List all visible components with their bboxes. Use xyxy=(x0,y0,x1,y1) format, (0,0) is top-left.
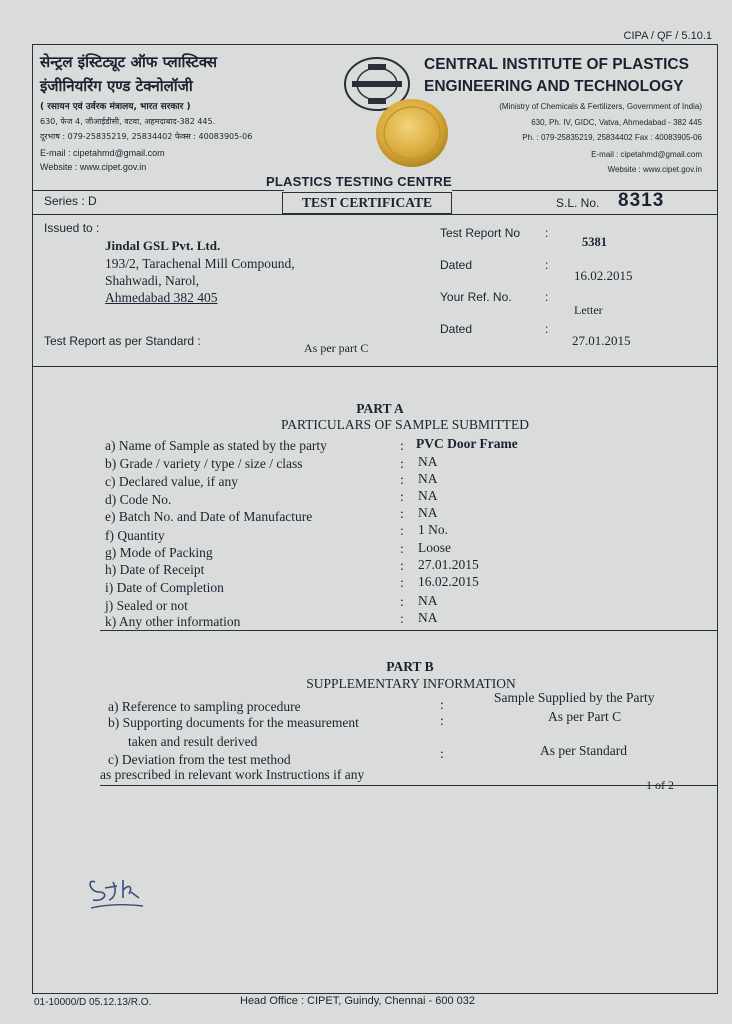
part-b-colon: : xyxy=(440,746,444,761)
your-ref-value: Letter xyxy=(574,303,603,317)
sl-number: 8313 xyxy=(618,190,665,211)
part-b-item-label-cont: as prescribed in relevant work Instructions if any xyxy=(100,767,365,782)
issued-address-2: Shahwadi, Narol, xyxy=(105,273,200,288)
sl-label: S.L. No. xyxy=(556,196,600,210)
hindi-title-line1: सेन्ट्रल इंस्टिट्यूट ऑफ प्लास्टिक्स xyxy=(40,53,218,71)
part-a-colon: : xyxy=(400,489,404,504)
page-indicator: 1 of 2 xyxy=(646,778,674,792)
part-a-item-value: Loose xyxy=(418,540,451,555)
part-a-item-label: g) Mode of Packing xyxy=(105,545,213,560)
part-a-item-value: NA xyxy=(418,610,438,625)
issued-to-label: Issued to : xyxy=(44,221,100,235)
part-a-item-label: i) Date of Completion xyxy=(105,580,224,595)
part-b-colon: : xyxy=(440,713,444,728)
part-b-colon: : xyxy=(440,697,444,712)
certificate-title: TEST CERTIFICATE xyxy=(282,192,452,214)
part-a-item-value: NA xyxy=(418,454,438,469)
part-a-colon: : xyxy=(400,558,404,573)
part-b-item-label-cont: taken and result derived xyxy=(128,734,258,749)
part-a-colon: : xyxy=(400,594,404,609)
issued-company: Jindal GSL Pvt. Ltd. xyxy=(105,238,221,253)
part-a-item-label: f) Quantity xyxy=(105,528,165,543)
part-a-item-label: h) Date of Receipt xyxy=(105,562,205,577)
part-a-colon: : xyxy=(400,506,404,521)
footer-code: 01-10000/D 05.12.13/R.O. xyxy=(34,997,152,1008)
part-b-item-label: a) Reference to sampling procedure xyxy=(108,699,301,714)
english-title-line2: ENGINEERING AND TECHNOLOGY xyxy=(424,78,684,95)
dated-label-2: Dated xyxy=(440,322,473,336)
english-email: E-mail : cipetahmd@gmail.com xyxy=(591,150,702,159)
part-a-item-value: NA xyxy=(418,471,438,486)
part-a-item-label: k) Any other information xyxy=(105,614,241,629)
part-b-divider xyxy=(100,785,717,786)
part-b-item-label: c) Deviation from the test method xyxy=(108,752,291,767)
dated-value-1: 16.02.2015 xyxy=(574,268,633,283)
part-a-colon: : xyxy=(400,472,404,487)
hindi-website: Website : www.cipet.gov.in xyxy=(40,162,147,172)
part-a-title: PART A xyxy=(356,401,404,416)
test-report-no-label: Test Report No xyxy=(440,226,521,240)
signature xyxy=(85,868,165,913)
series-label: Series : D xyxy=(44,194,97,208)
part-a-colon: : xyxy=(400,611,404,626)
signature-text: S.Jk xyxy=(85,912,87,913)
hindi-phone: दूरभाष : 079-25835219, 25834402 फेक्स : 40083905-06 xyxy=(40,132,253,141)
part-b-item-value: As per Part C xyxy=(548,709,622,724)
your-ref-label: Your Ref. No. xyxy=(440,290,512,304)
issued-address-1: 193/2, Tarachenal Mill Compound, xyxy=(105,256,295,271)
series-divider xyxy=(32,214,717,215)
meta-colon: : xyxy=(545,226,549,240)
hindi-ministry: ( रसायन एवं उर्वरक मंत्रालय, भारत सरकार ) xyxy=(40,102,191,112)
hindi-title-line2: इंजीनियरिंग एण्ड टेक्नोलॉजी xyxy=(40,77,193,95)
issued-address-3: Ahmedabad 382 405 xyxy=(105,290,218,305)
issued-divider xyxy=(32,366,717,367)
part-a-item-label: e) Batch No. and Date of Manufacture xyxy=(105,509,313,524)
test-report-no-value: 5381 xyxy=(582,235,607,249)
part-a-subtitle: PARTICULARS OF SAMPLE SUBMITTED xyxy=(280,417,530,432)
part-a-item-label: d) Code No. xyxy=(105,492,172,507)
doc-code: CIPA / QF / 5.10.1 xyxy=(623,30,712,42)
part-a-item-value: 1 No. xyxy=(418,522,448,537)
part-a-item-label: b) Grade / variety / type / size / class xyxy=(105,456,303,471)
part-a-colon: : xyxy=(400,541,404,556)
part-a-item-value: NA xyxy=(418,488,438,503)
part-a-item-value: 27.01.2015 xyxy=(418,557,479,572)
english-ministry: (Ministry of Chemicals & Fertilizers, Government of India) xyxy=(499,102,702,111)
english-title-line1: CENTRAL INSTITUTE OF PLASTICS xyxy=(424,56,689,73)
meta-colon: : xyxy=(545,258,549,272)
header-divider-right xyxy=(452,190,717,191)
gold-seal-icon xyxy=(374,97,450,169)
hindi-email: E-mail : cipetahmd@gmail.com xyxy=(40,148,165,158)
footer-head-office: Head Office : CIPET, Guindy, Chennai - 600 032 xyxy=(240,995,476,1007)
part-a-divider xyxy=(100,630,717,631)
part-a-item-label: c) Declared value, if any xyxy=(105,474,239,489)
part-a-colon: : xyxy=(400,523,404,538)
part-a-item-value: NA xyxy=(418,505,438,520)
part-a-colon: : xyxy=(400,438,404,453)
part-a-item-label: j) Sealed or not xyxy=(105,598,188,613)
english-phone: Ph. : 079-25835219, 25834402 Fax : 40083905-06 xyxy=(522,133,702,142)
dated-label-1: Dated xyxy=(440,258,473,272)
part-a-colon: : xyxy=(400,575,404,590)
part-b-subtitle: SUPPLEMENTARY INFORMATION xyxy=(306,676,516,691)
part-b-item-value: Sample Supplied by the Party xyxy=(494,690,655,705)
standard-label: Test Report as per Standard : xyxy=(44,334,201,348)
part-a-item-value: PVC Door Frame xyxy=(416,436,518,451)
part-a-item-label: a) Name of Sample as stated by the party xyxy=(105,438,327,453)
part-b-item-label: b) Supporting documents for the measurement xyxy=(108,715,359,730)
header-divider-left xyxy=(32,190,284,191)
hindi-address: 630, फेज 4, जीआईडीसी, वटवा, अहमदाबाद-382 445. xyxy=(40,117,216,126)
meta-colon: : xyxy=(545,290,549,304)
part-b-item-value: As per Standard xyxy=(540,743,627,758)
english-website: Website : www.cipet.gov.in xyxy=(607,165,702,174)
centre-title: PLASTICS TESTING CENTRE xyxy=(266,174,452,189)
meta-colon: : xyxy=(545,322,549,336)
part-b-title: PART B xyxy=(386,659,434,674)
dated-value-2: 27.01.2015 xyxy=(572,333,631,348)
standard-value: As per part C xyxy=(304,341,369,355)
english-address: 630, Ph. IV, GIDC, Vatva, Ahmedabad - 382 445 xyxy=(531,118,702,127)
part-a-item-value: 16.02.2015 xyxy=(418,574,479,589)
part-a-colon: : xyxy=(400,456,404,471)
part-a-item-value: NA xyxy=(418,593,438,608)
